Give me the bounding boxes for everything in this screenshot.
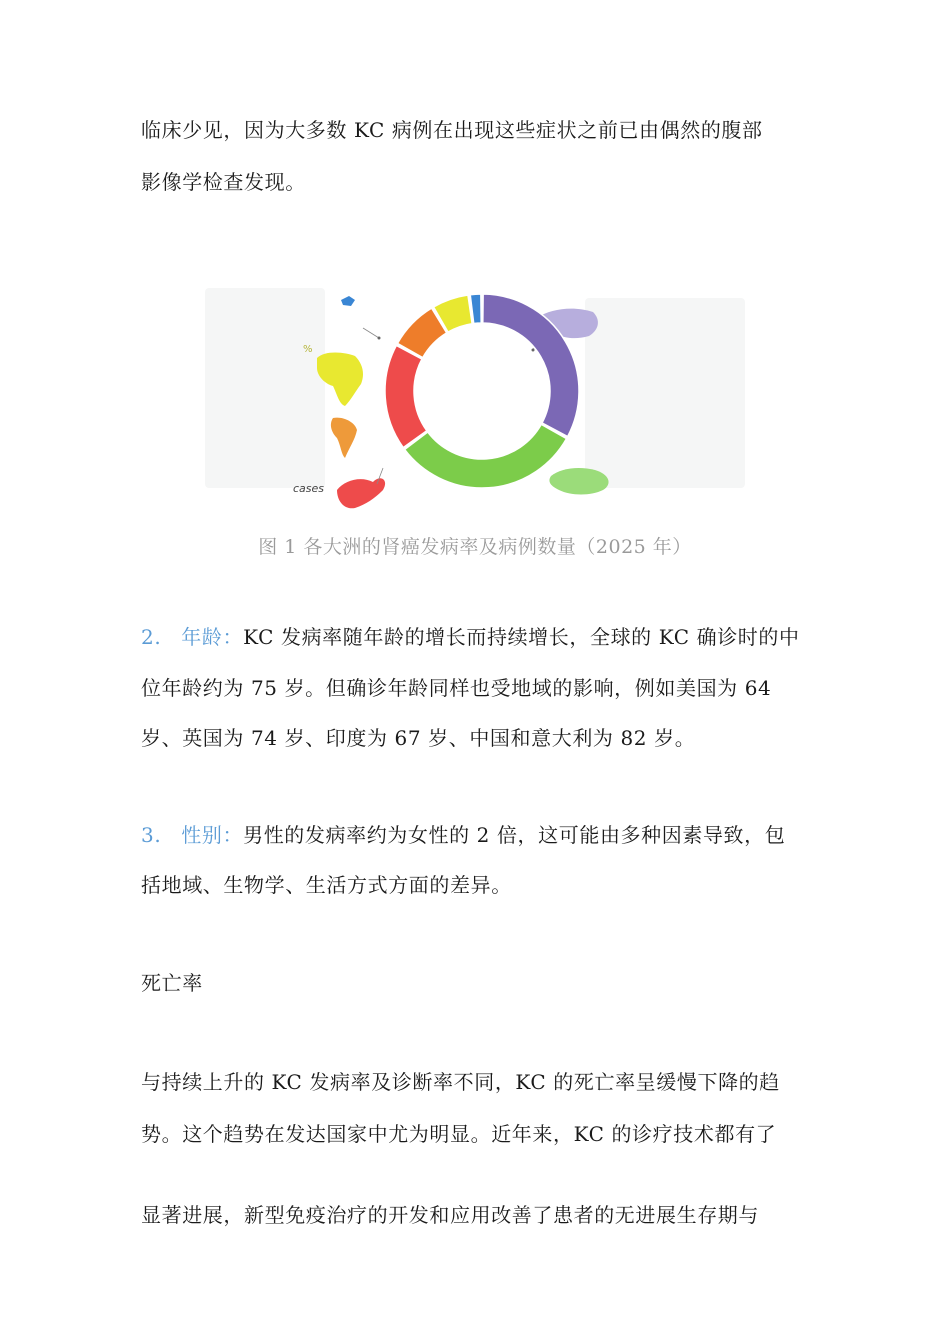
africa-pct-label: %	[303, 344, 313, 355]
age-list-number: 2.	[141, 625, 162, 649]
north-america-map-icon	[337, 478, 385, 508]
figure-caption: 图 1 各大洲的肾癌发病率及病例数量（2025 年）	[258, 536, 692, 558]
age-line-1	[141, 623, 800, 651]
mortality-line-2: 势。这个趋势在发达国家中尤为明显。近年来，KC 的诊疗技术都有了	[141, 1122, 777, 1146]
sex-line-2: 括地域、生物学、生活方式方面的差异。	[141, 873, 512, 897]
sex-label: 性别：	[181, 823, 244, 847]
sex-line-1	[141, 821, 785, 849]
south-america-map-icon	[331, 418, 357, 458]
sex-line-1-text: 男性的发病率约为女性的 2 倍，这可能由多种因素导致，包	[243, 823, 786, 847]
donut-slice-3	[385, 345, 427, 447]
donut-slice-2	[405, 424, 567, 488]
paragraph-1-line-1: 临床少见，因为大多数 KC 病例在出现这些症状之前已由偶然的腹部	[141, 118, 763, 142]
figure-continent-incidence	[205, 278, 745, 510]
mortality-line-1: 与持续上升的 KC 发病率及诊断率不同，KC 的死亡率呈缓慢下降的趋	[141, 1070, 780, 1094]
cases-label: cases	[293, 482, 325, 495]
mortality-line-3: 显著进展，新型免疫治疗的开发和应用改善了患者的无进展生存期与	[141, 1203, 759, 1227]
sex-list-number: 3.	[141, 823, 162, 847]
age-line-2: 位年龄约为 75 岁。但确诊年龄同样也受地域的影响，例如美国为 64	[141, 676, 772, 700]
age-line-3: 岁、英国为 74 岁、印度为 67 岁、中国和意大利为 82 岁。	[141, 726, 696, 750]
mortality-heading: 死亡率	[141, 971, 203, 995]
age-line-1-text: KC 发病率随年龄的增长而持续增长，全球的 KC 确诊时的中	[243, 625, 800, 649]
paragraph-1-line-2: 影像学检查发现。	[141, 170, 306, 194]
oceania-map-icon	[341, 296, 355, 306]
donut-chart	[385, 294, 579, 488]
age-label: 年龄：	[181, 625, 244, 649]
europe-map-icon	[549, 468, 608, 495]
